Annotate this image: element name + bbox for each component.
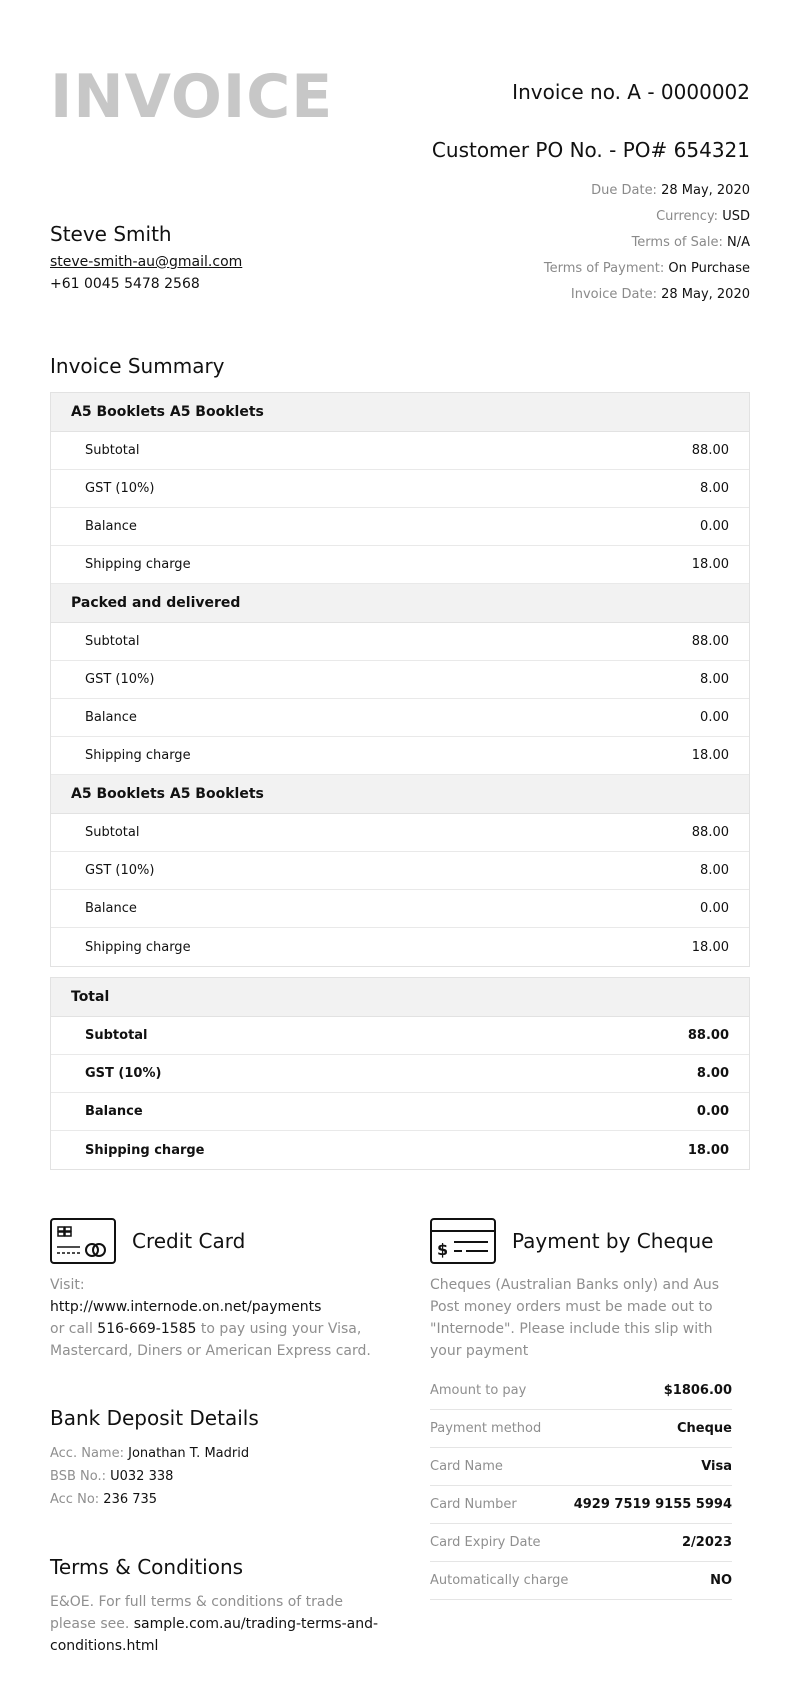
cheque-description: Cheques (Australian Banks only) and Aus Post money orders must be made out to "Internode". Please include this slip with your payment (430, 1277, 720, 1359)
meta-invoice-date: Invoice Date: 28 May, 2020 (570, 287, 750, 302)
table-row: Subtotal 88.00 (51, 623, 749, 661)
payment-section (50, 1218, 750, 1698)
table-row: Subtotal 88.00 (51, 432, 749, 470)
table-row: Balance 0.00 (51, 1093, 749, 1131)
table-row: GST (10%) 8.00 (51, 470, 749, 508)
table-row: Shipping charge 18.00 (51, 737, 749, 775)
table-row: GST (10%) 8.00 (51, 661, 749, 699)
table-row: Shipping charge 18.00 (85, 1142, 729, 1158)
meta-terms-of-sale: Terms of Sale: N/A (631, 235, 750, 250)
invoice-title: INVOICE (50, 62, 334, 132)
payment-phone: 516-669-1585 (97, 1321, 197, 1337)
table-row: Automatically charge NO (430, 1562, 732, 1600)
table-row: Shipping charge 18.00 (51, 546, 749, 584)
customer-name: Steve Smith (50, 222, 172, 246)
table-row: Card Expiry Date 2/2023 (430, 1524, 732, 1562)
cheque-icon (430, 1218, 496, 1264)
table-row: Amount to pay $1806.00 (430, 1372, 732, 1410)
table-row: GST (10%) 8.00 (51, 852, 749, 890)
left-column (50, 1218, 390, 1657)
invoice-meta (544, 178, 750, 308)
cheque-title: Payment by Cheque (512, 1229, 714, 1253)
credit-card-icon (50, 1218, 116, 1264)
customer-details (50, 222, 242, 292)
table-row: Balance 0.00 (51, 699, 749, 737)
cheque-heading (430, 1218, 732, 1264)
credit-card-title: Credit Card (132, 1229, 246, 1253)
bank-acc-name: Acc. Name: Jonathan T. Madrid (50, 1446, 250, 1461)
customer-phone: +61 0045 5478 2568 (50, 276, 200, 292)
group-header: Packed and delivered (51, 584, 749, 623)
meta-currency: Currency: USD (656, 209, 750, 224)
total-header: Total (51, 978, 749, 1017)
invoice-summary-table (50, 392, 750, 967)
table-row: Balance 0.00 (51, 508, 749, 546)
meta-due-date: Due Date: 28 May, 2020 (591, 183, 750, 198)
credit-card-instructions: Visit: http://www.internode.on.net/payments or call 516-669-1585 to pay using your Visa, Mastercard, Diners or American Express card. (50, 1277, 371, 1359)
table-row: Shipping charge 18.00 (85, 939, 729, 955)
invoice-number: Invoice no. A - 0000002 (512, 80, 750, 104)
right-column (430, 1218, 732, 1600)
table-row: Card Name Visa (430, 1448, 732, 1486)
invoice-summary-title: Invoice Summary (50, 354, 225, 378)
customer-email-link[interactable]: steve-smith-au@gmail.com (50, 254, 243, 270)
group-header: A5 Booklets A5 Booklets (51, 393, 749, 432)
terms-text: E&OE. For full terms & conditions of trade please see. sample.com.au/trading-terms-and-conditions.html (50, 1594, 379, 1654)
table-row: Subtotal 88.00 (51, 1017, 749, 1055)
bank-bsb-no: BSB No.: U032 338 (50, 1469, 174, 1484)
group-header: A5 Booklets A5 Booklets (51, 775, 749, 814)
bank-acc-no: Acc No: 236 735 (50, 1492, 158, 1507)
table-row: GST (10%) 8.00 (51, 1055, 749, 1093)
customer-po-number: Customer PO No. - PO# 654321 (431, 138, 750, 162)
bank-deposit-details (50, 1442, 390, 1511)
bank-deposit-title: Bank Deposit Details (50, 1406, 259, 1430)
table-row: Card Number 4929 7519 9155 5994 (430, 1486, 732, 1524)
terms-title: Terms & Conditions (50, 1555, 244, 1579)
table-row: Balance 0.00 (51, 890, 749, 928)
table-row: Subtotal 88.00 (51, 814, 749, 852)
meta-terms-of-payment: Terms of Payment: On Purchase (543, 261, 750, 276)
svg-text:$: $ (437, 1240, 449, 1259)
table-row: Payment method Cheque (430, 1410, 732, 1448)
credit-card-heading (50, 1218, 390, 1264)
terms-link[interactable]: sample.com.au/trading-terms-and-conditions.html (50, 1616, 379, 1654)
invoice-total-table (50, 977, 750, 1170)
payment-url-link[interactable]: http://www.internode.on.net/payments (50, 1299, 322, 1315)
cheque-details-table (430, 1372, 732, 1600)
invoice-header (50, 0, 750, 330)
